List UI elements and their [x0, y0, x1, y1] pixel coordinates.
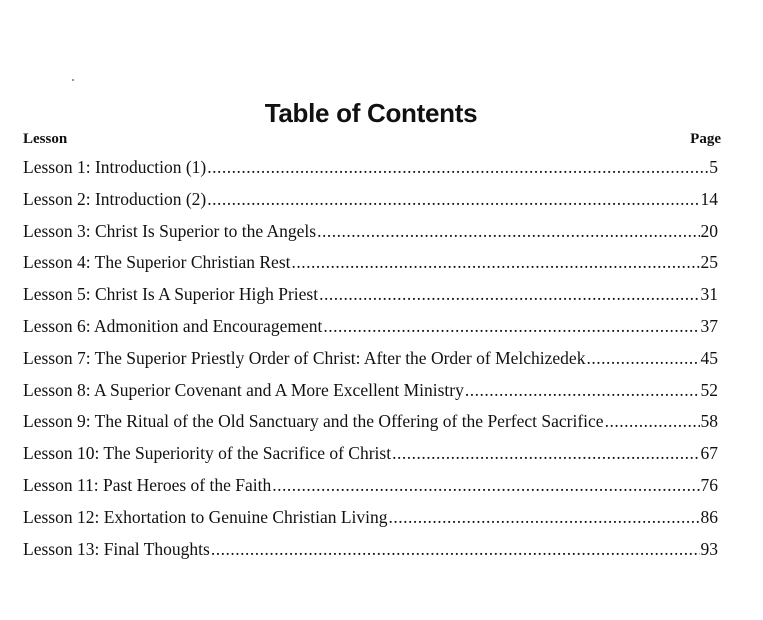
toc-entry	[23, 316, 718, 348]
toc-entry-page: 20	[700, 220, 718, 241]
toc-entry-title: Lesson 7: The Superior Priestly Order of Christ: After the Order of Melchizedek	[23, 347, 586, 368]
toc-entry-page: 37	[700, 315, 718, 336]
toc-entry	[23, 443, 718, 475]
dot-leader	[586, 348, 699, 369]
dot-leader	[323, 316, 699, 337]
scan-speck	[72, 79, 74, 81]
toc-entry-title: Lesson 11: Past Heroes of the Faith	[23, 474, 272, 495]
toc-entry-title: Lesson 8: A Superior Covenant and A More Excellent Ministry	[23, 379, 464, 400]
dot-leader	[272, 475, 699, 496]
toc-entry-page: 31	[700, 284, 718, 305]
toc-entry-page: 25	[700, 252, 718, 273]
dot-leader	[317, 221, 699, 242]
toc-entry	[23, 284, 718, 316]
dot-leader	[292, 252, 700, 273]
toc-entry-page: 45	[700, 347, 718, 368]
toc-entry-page: 58	[700, 411, 718, 432]
toc-entry-page: 76	[700, 474, 718, 495]
dot-leader	[392, 443, 699, 464]
dot-leader	[207, 157, 708, 178]
toc-entry	[23, 475, 718, 507]
dot-leader	[465, 380, 700, 401]
toc-entry-title: Lesson 2: Introduction (2)	[23, 188, 207, 209]
toc-entry-title: Lesson 13: Final Thoughts	[23, 538, 210, 559]
toc-entry	[23, 252, 718, 284]
dot-leader	[319, 284, 699, 305]
toc-entry-page: 5	[709, 157, 718, 177]
toc-list	[23, 157, 718, 570]
page-title: Table of Contents	[264, 98, 478, 128]
toc-entry-page: 14	[700, 188, 718, 209]
toc-entry-title: Lesson 5: Christ Is A Superior High Priest	[23, 284, 319, 305]
toc-entry-title: Lesson 6: Admonition and Encouragement	[23, 315, 323, 336]
dot-leader	[389, 507, 700, 528]
toc-entry-page: 93	[700, 538, 718, 559]
toc-entry-title: Lesson 12: Exhortation to Genuine Christian Living	[23, 506, 388, 527]
toc-entry	[23, 348, 718, 380]
dot-leader	[207, 189, 699, 210]
toc-entry	[23, 539, 718, 571]
toc-entry-title: Lesson 9: The Ritual of the Old Sanctuary and the Offering of the Perfect Sacrifice	[23, 411, 604, 432]
toc-entry-title: Lesson 10: The Superiority of the Sacrifice of Christ	[23, 443, 392, 464]
page-column-header: Page	[690, 131, 721, 147]
toc-entry-page: 52	[700, 379, 718, 400]
toc-entry-title: Lesson 1: Introduction (1)	[23, 157, 207, 177]
toc-entry-page: 67	[700, 443, 718, 464]
lesson-column-header: Lesson	[23, 131, 68, 147]
toc-entry	[23, 157, 718, 189]
dot-leader	[605, 411, 700, 432]
toc-entry-page: 86	[700, 506, 718, 527]
toc-entry	[23, 507, 718, 539]
toc-entry	[23, 189, 718, 221]
dot-leader	[211, 539, 700, 560]
toc-entry-title: Lesson 4: The Superior Christian Rest	[23, 252, 291, 273]
toc-entry	[23, 380, 718, 412]
toc-entry-title: Lesson 3: Christ Is Superior to the Angels	[23, 220, 317, 241]
toc-entry	[23, 411, 718, 443]
toc-entry	[23, 221, 718, 253]
